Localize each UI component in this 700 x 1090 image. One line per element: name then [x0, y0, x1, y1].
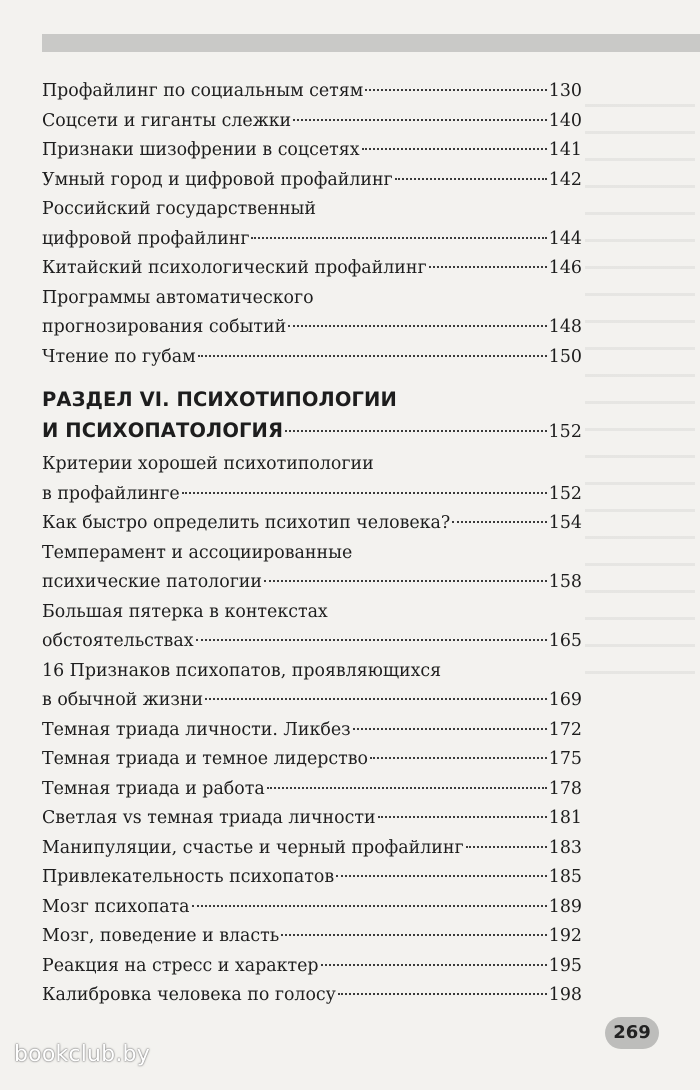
toc-line	[42, 775, 582, 805]
toc-page-number: 198	[548, 985, 582, 1005]
toc-entry	[42, 716, 582, 746]
toc-line	[42, 568, 582, 598]
dot-leader	[370, 757, 547, 759]
toc-line	[42, 863, 582, 893]
toc-entry-title: Светлая vs темная триада личности	[42, 808, 376, 828]
dot-leader	[196, 639, 547, 641]
toc-entry-title: Критерии хорошей психотипологии	[42, 454, 374, 474]
toc-entry-title: Привлекательность психопатов	[42, 867, 335, 887]
dot-leader	[395, 178, 547, 180]
toc-line	[42, 804, 582, 834]
toc-line	[42, 952, 582, 982]
toc-page-number: 150	[548, 346, 582, 367]
dot-leader	[264, 580, 547, 582]
toc-entry	[42, 450, 582, 509]
toc-entry-title: Калибровка человека по голосу	[42, 985, 336, 1005]
dot-leader	[362, 148, 547, 150]
toc-line	[42, 166, 582, 196]
toc-entry-title: Манипуляции, счастье и черный профайлинг	[42, 837, 464, 858]
toc-line	[42, 415, 582, 446]
toc-line	[42, 480, 582, 510]
dot-leader	[336, 875, 547, 877]
toc-page-number: 165	[548, 631, 582, 651]
toc-entry-title: Темная триада личности. Ликбез	[42, 719, 351, 740]
toc-entry-title: Профайлинг по социальным сетям	[42, 81, 364, 101]
toc-line	[42, 384, 582, 415]
toc-page-number: 178	[548, 778, 582, 799]
dot-leader	[338, 993, 547, 995]
dot-leader	[353, 728, 547, 730]
toc-entry	[42, 657, 582, 716]
toc-entry-title: Как быстро определить психотип человека?	[42, 513, 451, 533]
toc-page-number: 154	[548, 513, 582, 533]
toc-line	[42, 686, 582, 716]
dot-leader	[192, 905, 547, 907]
toc-entry-title: Признаки шизофрении в соцсетях	[42, 140, 360, 160]
toc-line	[42, 657, 582, 687]
page-number-badge: 269	[605, 1017, 659, 1049]
toc-entry-title: обстоятельствах	[42, 631, 194, 651]
toc-page-number: 146	[548, 258, 582, 278]
toc-page-number: 175	[548, 749, 582, 769]
toc-page-number: 142	[548, 169, 582, 190]
toc-entry	[42, 77, 582, 107]
toc-entry-title: РАЗДЕЛ VI. ПСИХОТИПОЛОГИИ	[42, 388, 397, 411]
toc-page-number: 152	[548, 483, 582, 504]
toc-section-heading	[42, 384, 582, 446]
toc-page-number: 148	[548, 317, 582, 337]
dot-leader	[429, 266, 547, 268]
dot-leader	[288, 325, 547, 327]
watermark-logo: bookclub.by	[14, 1042, 150, 1067]
dot-leader	[251, 237, 546, 239]
toc-entry-title: Темперамент и ассоциированные	[42, 542, 353, 563]
toc-line	[42, 195, 582, 225]
toc-entry-title: Мозг, поведение и власть	[42, 926, 280, 946]
toc-entry-title: в профайлинге	[42, 483, 180, 504]
toc-entry	[42, 195, 582, 254]
dot-leader	[365, 89, 546, 91]
toc-page-number: 172	[548, 719, 582, 740]
toc-line	[42, 225, 582, 255]
toc-line	[42, 598, 582, 628]
top-header-band	[42, 34, 700, 52]
toc-page-number: 140	[548, 110, 582, 131]
toc-entry-title: Темная триада и работа	[42, 778, 265, 799]
toc-page-number: 141	[548, 140, 582, 160]
toc-page-number: 152	[548, 422, 582, 442]
toc-entry	[42, 863, 582, 893]
dot-leader	[198, 355, 547, 357]
toc-line	[42, 313, 582, 343]
toc-entry-title: прогнозирования событий	[42, 317, 287, 337]
toc-line	[42, 450, 582, 480]
toc-entry	[42, 922, 582, 952]
dot-leader	[205, 698, 547, 700]
toc-page-number: 144	[548, 228, 582, 249]
toc-line	[42, 254, 582, 284]
toc-entry-title: Чтение по губам	[42, 346, 196, 367]
toc-entry	[42, 509, 582, 539]
toc-entry-title: И ПСИХОПАТОЛОГИЯ	[42, 419, 284, 442]
toc-entry	[42, 804, 582, 834]
toc-page-number: 169	[548, 690, 582, 710]
toc-page-number: 192	[548, 926, 582, 946]
toc-entry-title: Российский государственный	[42, 199, 316, 219]
toc-entry	[42, 893, 582, 923]
toc-entry	[42, 981, 582, 1011]
toc-page-number: 181	[548, 808, 582, 828]
toc-entry	[42, 598, 582, 657]
toc-page-number: 189	[548, 896, 582, 917]
toc-entry	[42, 107, 582, 137]
toc-entry	[42, 745, 582, 775]
dot-leader	[452, 521, 547, 523]
toc-page-number: 195	[548, 955, 582, 976]
toc-entry	[42, 343, 582, 373]
dot-leader	[293, 119, 547, 121]
dot-leader	[285, 430, 546, 432]
toc-entry-title: Реакция на стресс и характер	[42, 955, 319, 976]
toc-line	[42, 893, 582, 923]
table-of-contents	[42, 77, 582, 1011]
toc-entry	[42, 254, 582, 284]
toc-entry-title: Темная триада и темное лидерство	[42, 749, 369, 769]
toc-line	[42, 627, 582, 657]
toc-entry	[42, 952, 582, 982]
show-through-text	[585, 80, 695, 680]
toc-line	[42, 343, 582, 373]
toc-line	[42, 539, 582, 569]
toc-entry-title: Большая пятерка в контекстах	[42, 601, 328, 622]
toc-entry-title: Программы автоматического	[42, 287, 314, 308]
toc-entry-title: Умный город и цифровой профайлинг	[42, 169, 393, 190]
toc-line	[42, 745, 582, 775]
toc-line	[42, 509, 582, 539]
toc-line	[42, 716, 582, 746]
toc-page-number: 183	[548, 837, 582, 858]
toc-entry-title: в обычной жизни	[42, 690, 204, 710]
toc-entry-title: Китайский психологический профайлинг	[42, 258, 427, 278]
dot-leader	[466, 846, 547, 848]
toc-line	[42, 107, 582, 137]
toc-entry-title: психические патологии	[42, 572, 262, 592]
toc-line	[42, 136, 582, 166]
toc-line	[42, 922, 582, 952]
dot-leader	[182, 492, 547, 494]
toc-entry	[42, 834, 582, 864]
toc-entry-title: Соцсети и гиганты слежки	[42, 110, 292, 131]
dot-leader	[267, 787, 547, 789]
toc-page-number: 130	[548, 81, 582, 101]
toc-page-number: 158	[548, 572, 582, 592]
toc-entry	[42, 775, 582, 805]
dot-leader	[321, 964, 547, 966]
toc-entry	[42, 166, 582, 196]
toc-entry	[42, 136, 582, 166]
toc-entry-title: 16 Признаков психопатов, проявляющихся	[42, 660, 442, 681]
dot-leader	[281, 934, 547, 936]
toc-page-number: 185	[548, 867, 582, 887]
toc-line	[42, 981, 582, 1011]
toc-entry-title: Мозг психопата	[42, 896, 190, 917]
toc-entry	[42, 539, 582, 598]
toc-entry-title: цифровой профайлинг	[42, 228, 250, 249]
toc-line	[42, 284, 582, 314]
toc-line	[42, 834, 582, 864]
dot-leader	[378, 816, 547, 818]
toc-line	[42, 77, 582, 107]
toc-entry	[42, 284, 582, 343]
